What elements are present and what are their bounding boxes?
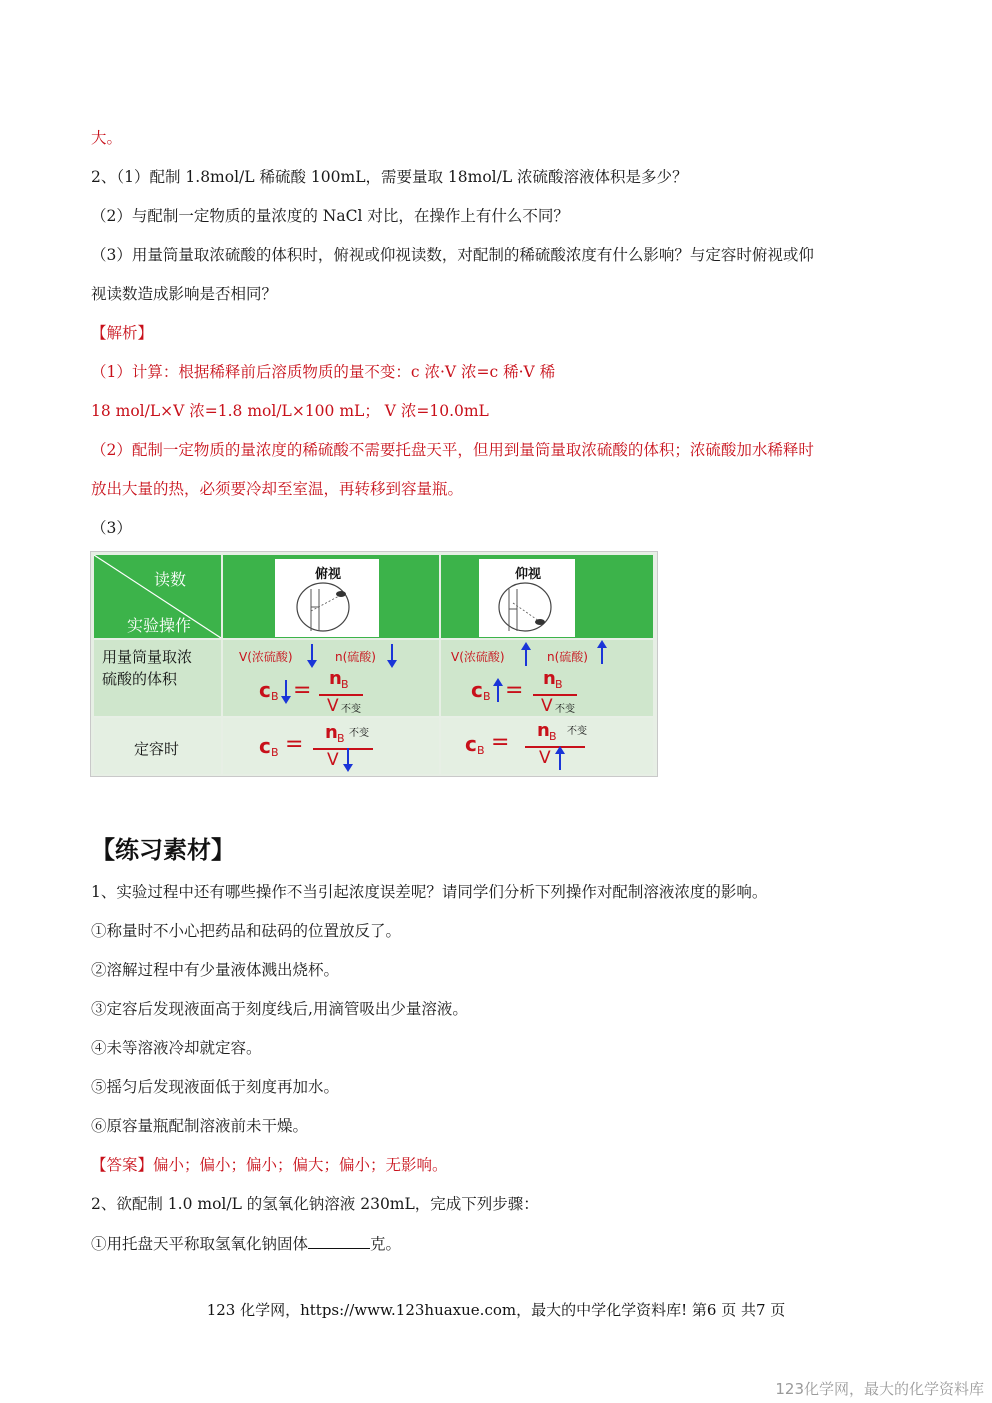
row1-ov-n-down-arrow-icon: [387, 644, 397, 668]
row2-upview-cell: [441, 718, 653, 774]
analysis-2: （2）配制一定物质的量浓度的稀硫酸不需要托盘天平，但用到量筒量取浓硫酸的体积；浓硫酸加水稀释时: [91, 441, 814, 459]
row1-label-cell: [94, 640, 221, 716]
row1-ov-v-down-arrow-icon: [307, 644, 317, 668]
row1-overlook-cell: [223, 640, 439, 716]
row2-ov-c-sub: B: [271, 746, 279, 759]
watermark: 123化学网，最大的化学资料库: [775, 1380, 984, 1398]
row2-ov-v: V: [327, 750, 339, 770]
analysis-1-calc: 18 mol/L×V 浓=1.8 mol/L×100 mL； V 浓=10.0mL: [91, 402, 489, 420]
row1-label-b: 硫酸的体积: [102, 670, 178, 688]
row2-up-n: n: [537, 720, 550, 741]
overlook-label: 俯视: [315, 567, 342, 582]
row1-up-v-acid: V(浓硫酸): [451, 650, 505, 664]
row1-ov-n: n: [329, 668, 342, 689]
row1-ov-c-down-arrow-icon: [281, 680, 291, 704]
question-2-part-3: （3）用量筒量取浓硫酸的体积时，俯视或仰视读数，对配制的稀硫酸浓度有什么影响？与定容时俯视或仰: [91, 246, 814, 264]
row2-up-eq: =: [491, 730, 510, 755]
row1-ov-c: c: [259, 678, 271, 702]
row2-up-v: V: [539, 748, 551, 768]
row2-ov-n: n: [325, 722, 338, 743]
answer-tag: 【答案】: [91, 1156, 154, 1174]
header-operation-label: 实验操作: [127, 616, 192, 635]
question-2-part-2: （2）与配制一定物质的量浓度的 NaCl 对比，在操作上有什么不同？: [91, 207, 569, 225]
row2-up-n-sub: B: [549, 730, 557, 743]
row2-up-unchanged: 不变: [567, 726, 587, 737]
practice-1: 1、实验过程中还有哪些操作不当引起浓度误差呢？请同学们分析下列操作对配制溶液浓度的影响。: [91, 883, 768, 901]
row1-up-c: c: [471, 678, 483, 702]
overlook-image: [275, 559, 379, 637]
question-2-part-3-cont: 视读数造成影响是否相同？: [91, 285, 278, 303]
step-1-unit: 克。: [370, 1235, 402, 1253]
row1-ov-v: V: [327, 696, 339, 716]
reading-error-figure: [90, 551, 658, 777]
row1-ov-eq: =: [293, 678, 312, 703]
row1-up-n-acid: n(硫酸): [547, 650, 588, 664]
analysis-tag: 【解析】: [91, 324, 154, 342]
answer-text: 偏小；偏小；偏小；偏大；偏小；无影响。: [153, 1156, 448, 1174]
row1-up-v-up-arrow-icon: [521, 642, 531, 666]
header-reading-label: 读数: [154, 570, 187, 589]
header-corner-cell: [94, 555, 221, 638]
row2-up-v-up-arrow-icon: [555, 746, 565, 770]
question-2-part-1: 2、（1）配制 1.8mol/L 稀硫酸 100mL，需要量取 18mol/L 浓硫酸溶液体积是多少？: [91, 168, 688, 186]
row1-ov-unchanged: 不变: [341, 704, 361, 715]
row2-ov-n-sub: B: [337, 732, 345, 745]
row1-up-fraction-bar: [533, 694, 577, 696]
analysis-2-cont: 放出大量的热，必须要冷却至室温，再转移到容量瓶。: [91, 480, 464, 498]
row2-label-cell: [94, 718, 221, 774]
row1-up-eq: =: [505, 678, 524, 703]
row1-up-n: n: [543, 668, 556, 689]
row1-up-unchanged: 不变: [555, 704, 575, 715]
row1-ov-n-acid: n(硫酸): [335, 650, 376, 664]
row2-up-c-sub: B: [477, 744, 485, 757]
page-footer: 123 化学网，https://www.123huaxue.com，最大的中学化学资料库! 第6 页 共7 页: [206, 1301, 786, 1319]
practice-1-item-3: ③定容后发现液面高于刻度线后,用滴管吸出少量溶液。: [91, 1000, 468, 1018]
row2-ov-unchanged: 不变: [349, 728, 369, 739]
row1-ov-fraction-bar: [319, 694, 363, 696]
row2-up-c: c: [465, 732, 477, 756]
row1-ov-n-sub: B: [341, 678, 349, 691]
upview-label: 仰视: [515, 567, 542, 582]
row1-up-c-sub: B: [483, 690, 491, 703]
row1-up-n-up-arrow-icon: [597, 640, 607, 664]
row1-ov-v-acid: V(浓硫酸): [239, 650, 293, 664]
row1-label-a: 用量筒量取浓: [102, 648, 193, 666]
answer-line: [91, 1155, 448, 1175]
header-col-overlook: [223, 555, 439, 638]
overlook-eye-diagram: [275, 559, 379, 637]
analysis-3: （3）: [91, 519, 132, 537]
row1-upview-cell: [441, 640, 653, 716]
practice-2: 2、欲配制 1.0 mol/L 的氢氧化钠溶液 230mL，完成下列步骤：: [91, 1195, 539, 1213]
step-1-text: ①用托盘天平称取氢氧化钠固体: [91, 1235, 309, 1253]
analysis-1: （1）计算：根据稀释前后溶质物质的量不变：c 浓·V 浓=c 稀·V 稀: [91, 363, 556, 381]
practice-1-item-1: ①称量时不小心把药品和砝码的位置放反了。: [91, 922, 402, 940]
row2-ov-eq: =: [285, 732, 304, 757]
row1-ov-c-sub: B: [271, 690, 279, 703]
row1-up-n-sub: B: [555, 678, 563, 691]
section-title: 【练习素材】: [91, 836, 235, 864]
practice-1-item-2: ②溶解过程中有少量液体溅出烧杯。: [91, 961, 340, 979]
row2-ov-v-down-arrow-icon: [343, 748, 353, 772]
upview-eye-diagram: [479, 559, 575, 637]
practice-1-item-4: ④未等溶液冷却就定容。: [91, 1039, 262, 1057]
row1-up-v: V: [541, 696, 553, 716]
line-0: 大。: [91, 129, 123, 147]
row2-overlook-cell: [223, 718, 439, 774]
row1-up-c-up-arrow-icon: [493, 678, 503, 702]
upview-image: [479, 559, 575, 637]
practice-2-step-1: [91, 1234, 401, 1254]
row2-ov-c: c: [259, 734, 271, 758]
practice-1-item-6: ⑥原容量瓶配制溶液前未干燥。: [91, 1117, 309, 1135]
answer-blank: [308, 1234, 370, 1249]
practice-1-item-5: ⑤摇匀后发现液面低于刻度再加水。: [91, 1078, 340, 1096]
header-col-upview: [441, 555, 653, 638]
row2-label: 定容时: [134, 740, 180, 758]
